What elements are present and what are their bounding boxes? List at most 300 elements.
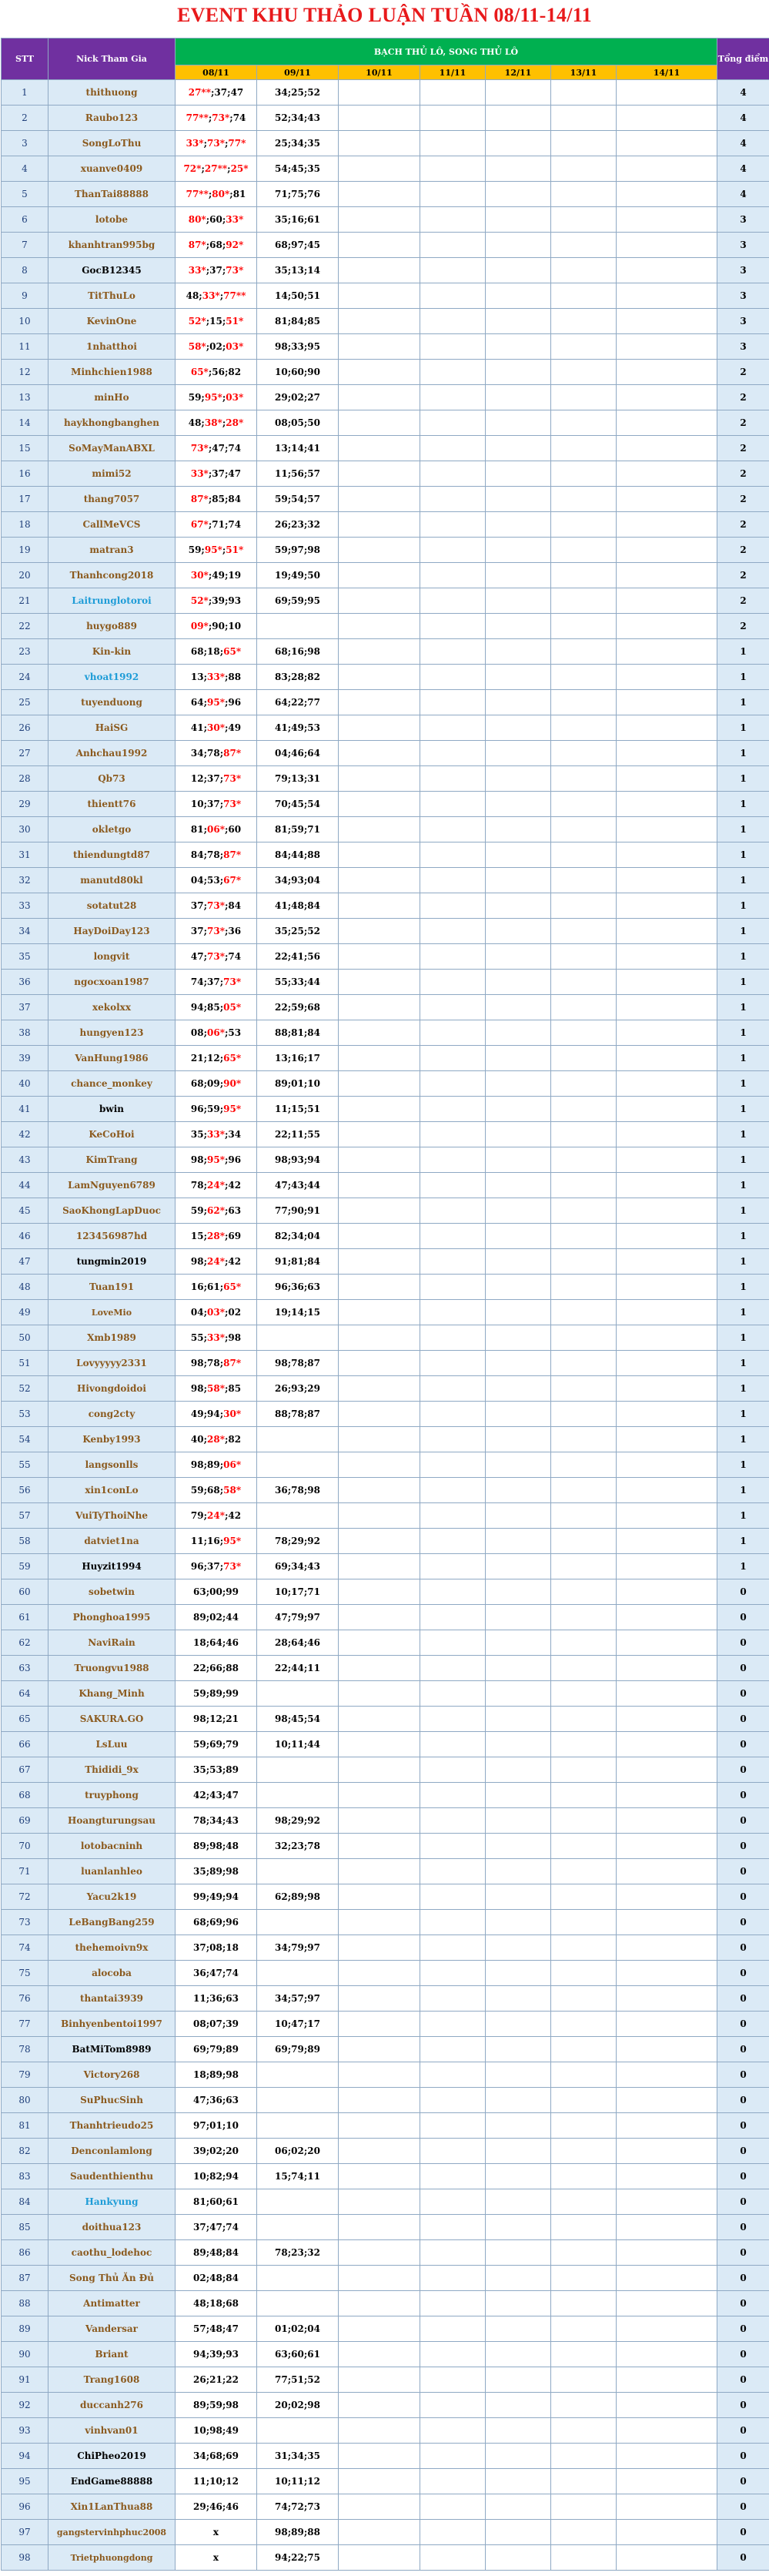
row-day-empty xyxy=(617,1402,717,1427)
row-day-empty xyxy=(551,893,617,919)
row-day-empty xyxy=(486,919,551,944)
row-day-empty xyxy=(617,842,717,868)
table-row xyxy=(2,715,769,741)
picked-number: 41 xyxy=(190,722,204,733)
row-day-empty xyxy=(420,1503,486,1529)
row-day-09-11: 22;11;55 xyxy=(257,1122,339,1147)
row-nick: Antimatter xyxy=(48,2291,176,2316)
row-day-empty xyxy=(551,258,617,283)
table-row xyxy=(2,1986,769,2012)
picked-number: 68 xyxy=(209,2450,222,2461)
row-nick: tuyenduong xyxy=(48,690,176,715)
picked-number: 67* xyxy=(190,519,209,530)
row-day-empty xyxy=(420,715,486,741)
row-total: 0 xyxy=(717,1961,769,1986)
row-day-empty xyxy=(617,970,717,995)
picked-number: 15 xyxy=(209,316,222,327)
row-day-empty xyxy=(339,1961,420,1986)
table-row xyxy=(2,1046,769,1071)
row-day-empty xyxy=(339,156,420,182)
row-day-08-11: 79;24*;42 xyxy=(176,1503,257,1529)
row-stt: 88 xyxy=(2,2291,48,2316)
row-day-09-11: 64;22;77 xyxy=(257,690,339,715)
row-day-empty xyxy=(617,1325,717,1351)
row-day-empty xyxy=(420,2113,486,2139)
row-day-empty xyxy=(339,1732,420,1757)
picked-number: 46 xyxy=(226,1637,239,1648)
row-day-08-11: 04;03*;02 xyxy=(176,1300,257,1325)
row-day-09-11: 35;16;61 xyxy=(257,207,339,233)
row-day-09-11 xyxy=(257,1427,339,1452)
row-day-empty xyxy=(551,2367,617,2393)
table-row xyxy=(2,1198,769,1224)
row-day-empty xyxy=(551,1427,617,1452)
row-day-08-11: 48;38*;28* xyxy=(176,410,257,436)
row-day-09-11: 78;29;92 xyxy=(257,1529,339,1554)
row-day-empty xyxy=(486,1707,551,1732)
row-day-empty xyxy=(617,2469,717,2494)
row-total: 2 xyxy=(717,487,769,512)
picked-number: 10 xyxy=(226,2120,239,2131)
table-row xyxy=(2,1707,769,1732)
row-day-08-11: 98;24*;42 xyxy=(176,1249,257,1275)
picked-number: 68 xyxy=(193,1917,206,1928)
row-stt: 3 xyxy=(2,131,48,156)
picked-number: 42 xyxy=(193,1790,206,1801)
picked-number: 94 xyxy=(190,1002,204,1013)
row-day-empty xyxy=(551,1351,617,1376)
row-day-08-11: 18;89;98 xyxy=(176,2062,257,2088)
row-day-empty xyxy=(486,766,551,792)
picked-number: 97 xyxy=(193,2120,206,2131)
row-day-empty xyxy=(486,1147,551,1173)
row-total: 0 xyxy=(717,2545,769,2571)
picked-number: 00 xyxy=(209,1586,222,1597)
row-day-09-11: 69;59;95 xyxy=(257,588,339,614)
picked-number: 62* xyxy=(207,1205,225,1216)
row-day-empty xyxy=(339,1757,420,1783)
row-day-empty xyxy=(617,690,717,715)
row-day-08-11: 87*;68;92* xyxy=(176,233,257,258)
picked-number: 35 xyxy=(193,1764,206,1775)
row-stt: 2 xyxy=(2,106,48,131)
picked-number: 73* xyxy=(223,976,242,987)
row-day-empty xyxy=(420,1071,486,1097)
row-nick: EndGame88888 xyxy=(48,2469,176,2494)
row-day-empty xyxy=(617,1249,717,1275)
row-day-empty xyxy=(617,1579,717,1605)
row-day-empty xyxy=(486,80,551,106)
picked-number: 89 xyxy=(226,1764,239,1775)
row-total: 4 xyxy=(717,80,769,106)
row-day-empty xyxy=(486,1757,551,1783)
picked-number: 47 xyxy=(212,443,225,454)
picked-number: 10 xyxy=(193,2171,206,2182)
row-nick: thehemoivn9x xyxy=(48,1935,176,1961)
row-day-empty xyxy=(420,2291,486,2316)
row-day-empty xyxy=(420,1351,486,1376)
table-row xyxy=(2,817,769,842)
row-day-08-11: 08;06*;53 xyxy=(176,1020,257,1046)
picked-number: 47 xyxy=(209,2222,222,2233)
row-total: 2 xyxy=(717,410,769,436)
row-nick: Truongvu1988 xyxy=(48,1656,176,1681)
row-stt: 10 xyxy=(2,309,48,334)
row-stt: 55 xyxy=(2,1452,48,1478)
row-total: 3 xyxy=(717,283,769,309)
row-total: 4 xyxy=(717,182,769,207)
picked-number: 36 xyxy=(209,2095,222,2105)
row-nick: Thanhtrieudo25 xyxy=(48,2113,176,2139)
picked-number: 11 xyxy=(193,1993,206,2004)
row-day-empty xyxy=(420,766,486,792)
row-nick: manutd80kl xyxy=(48,868,176,893)
row-day-empty xyxy=(339,1579,420,1605)
picked-number: 84 xyxy=(190,849,204,860)
row-day-empty xyxy=(617,2520,717,2545)
picked-number: 51* xyxy=(226,316,244,327)
row-total: 2 xyxy=(717,461,769,487)
row-total: 0 xyxy=(717,2037,769,2062)
picked-number: 08 xyxy=(209,1942,222,1953)
picked-number: 36 xyxy=(228,926,242,936)
row-day-empty xyxy=(551,2316,617,2342)
row-day-09-11: 98;89;88 xyxy=(257,2520,339,2545)
picked-number: 89 xyxy=(226,2044,239,2055)
row-stt: 96 xyxy=(2,2494,48,2520)
row-day-empty xyxy=(617,1910,717,1935)
row-day-empty xyxy=(617,2012,717,2037)
row-stt: 17 xyxy=(2,487,48,512)
row-day-empty xyxy=(339,563,420,588)
row-day-empty xyxy=(339,2418,420,2444)
picked-number: 13 xyxy=(190,672,204,682)
table-row xyxy=(2,995,769,1020)
table-row xyxy=(2,614,769,639)
row-stt: 82 xyxy=(2,2139,48,2164)
row-day-empty xyxy=(420,995,486,1020)
picked-number: 21 xyxy=(226,1713,239,1724)
row-nick: SAKURA.GO xyxy=(48,1707,176,1732)
row-day-08-11: 35;89;98 xyxy=(176,1859,257,1884)
picked-number: 24* xyxy=(207,1180,225,1191)
row-day-empty xyxy=(551,614,617,639)
table-row xyxy=(2,1376,769,1402)
row-total: 1 xyxy=(717,1198,769,1224)
table-row xyxy=(2,2291,769,2316)
row-nick: HayDoiDay123 xyxy=(48,919,176,944)
row-total: 0 xyxy=(717,1935,769,1961)
row-day-empty xyxy=(339,1249,420,1275)
picked-number: 33* xyxy=(226,214,244,225)
row-day-08-11: 59;68;58* xyxy=(176,1478,257,1503)
row-day-09-11: 59;54;57 xyxy=(257,487,339,512)
row-day-empty xyxy=(551,2545,617,2571)
row-total: 1 xyxy=(717,1427,769,1452)
row-day-empty xyxy=(420,2393,486,2418)
row-day-empty xyxy=(551,919,617,944)
row-day-09-11: 78;23;32 xyxy=(257,2240,339,2266)
row-day-empty xyxy=(617,131,717,156)
row-day-empty xyxy=(486,741,551,766)
row-day-empty xyxy=(486,944,551,970)
row-day-empty xyxy=(486,715,551,741)
row-day-empty xyxy=(339,970,420,995)
row-day-empty xyxy=(339,512,420,538)
row-day-09-11: 34;79;97 xyxy=(257,1935,339,1961)
row-day-empty xyxy=(339,2469,420,2494)
row-day-08-11: 68;09;90* xyxy=(176,1071,257,1097)
row-nick: Hoangturungsau xyxy=(48,1808,176,1834)
picked-number: 85 xyxy=(228,1383,242,1394)
picked-number: 98 xyxy=(226,1866,239,1877)
row-day-08-11: 63;00;99 xyxy=(176,1579,257,1605)
row-nick: SoMayManABXL xyxy=(48,436,176,461)
row-day-empty xyxy=(617,893,717,919)
row-day-empty xyxy=(339,1707,420,1732)
row-day-09-11: 83;28;82 xyxy=(257,665,339,690)
picked-number: 73* xyxy=(207,900,225,911)
row-day-08-11: 65*;56;82 xyxy=(176,360,257,385)
picked-number: 81 xyxy=(193,2196,206,2207)
row-day-empty xyxy=(617,1173,717,1198)
row-day-08-11: 98;78;87* xyxy=(176,1351,257,1376)
row-day-empty xyxy=(420,1122,486,1147)
row-day-empty xyxy=(420,1224,486,1249)
row-day-empty xyxy=(551,80,617,106)
row-day-09-11: 98;33;95 xyxy=(257,334,339,360)
row-day-empty xyxy=(617,665,717,690)
row-day-empty xyxy=(339,1020,420,1046)
table-row xyxy=(2,1122,769,1147)
row-total: 2 xyxy=(717,563,769,588)
row-day-empty xyxy=(339,2189,420,2215)
picked-number: 95* xyxy=(223,1104,242,1114)
row-day-empty xyxy=(486,1986,551,2012)
row-day-empty xyxy=(420,868,486,893)
row-day-empty xyxy=(420,1300,486,1325)
row-nick: KimTrang xyxy=(48,1147,176,1173)
row-nick: duccanh276 xyxy=(48,2393,176,2418)
row-day-09-11: 68;16;98 xyxy=(257,639,339,665)
table-row xyxy=(2,1503,769,1529)
row-day-empty xyxy=(420,1554,486,1579)
row-day-empty xyxy=(486,817,551,842)
row-day-08-11: 11;36;63 xyxy=(176,1986,257,2012)
row-day-empty xyxy=(551,2164,617,2189)
row-nick: Song Thủ Ăn Đủ xyxy=(48,2266,176,2291)
row-day-empty xyxy=(617,1046,717,1071)
row-day-empty xyxy=(420,2367,486,2393)
picked-number: 47 xyxy=(230,87,244,98)
picked-number: 64 xyxy=(190,697,204,708)
row-day-empty xyxy=(339,1275,420,1300)
row-nick: GocB12345 xyxy=(48,258,176,283)
picked-number: 52* xyxy=(190,595,209,606)
picked-number: 78 xyxy=(193,1815,206,1826)
picked-number: 81 xyxy=(190,824,204,835)
row-day-empty xyxy=(617,1732,717,1757)
row-nick: haykhongbanghen xyxy=(48,410,176,436)
picked-number: 37 xyxy=(193,2222,206,2233)
row-day-empty xyxy=(486,2342,551,2367)
row-nick: BatMiTom8989 xyxy=(48,2037,176,2062)
row-nick: VanHung1986 xyxy=(48,1046,176,1071)
table-row xyxy=(2,2088,769,2113)
row-stt: 18 xyxy=(2,512,48,538)
table-row xyxy=(2,360,769,385)
table-row xyxy=(2,1859,769,1884)
row-day-empty xyxy=(420,1605,486,1630)
row-nick: Saudenthienthu xyxy=(48,2164,176,2189)
row-nick: Hivongdoidoi xyxy=(48,1376,176,1402)
row-day-empty xyxy=(420,2189,486,2215)
row-day-empty xyxy=(617,436,717,461)
row-day-empty xyxy=(420,1249,486,1275)
row-day-empty xyxy=(486,2164,551,2189)
picked-number: 30* xyxy=(223,1409,242,1419)
row-day-empty xyxy=(551,2189,617,2215)
table-row xyxy=(2,1300,769,1325)
row-day-empty xyxy=(486,1198,551,1224)
picked-number: 98 xyxy=(209,1841,222,1851)
picked-number: 06* xyxy=(207,1027,225,1038)
row-day-empty xyxy=(339,2393,420,2418)
picked-number: 73* xyxy=(207,926,225,936)
row-day-empty xyxy=(617,2342,717,2367)
row-day-09-11: 15;74;11 xyxy=(257,2164,339,2189)
table-row xyxy=(2,538,769,563)
row-day-empty xyxy=(420,842,486,868)
row-day-empty xyxy=(551,385,617,410)
row-day-empty xyxy=(551,1884,617,1910)
picked-number: 63 xyxy=(226,2095,239,2105)
row-day-empty xyxy=(551,283,617,309)
picked-number: 49 xyxy=(228,722,242,733)
row-total: 2 xyxy=(717,588,769,614)
row-nick: Laitrunglotoroi xyxy=(48,588,176,614)
picked-number: 44 xyxy=(226,1612,239,1623)
row-day-empty xyxy=(420,2037,486,2062)
row-day-08-11: 21;12;65* xyxy=(176,1046,257,1071)
row-day-09-11: 55;33;44 xyxy=(257,970,339,995)
row-nick: mimi52 xyxy=(48,461,176,487)
picked-number: 27** xyxy=(188,87,211,98)
row-day-empty xyxy=(339,690,420,715)
picked-number: 53 xyxy=(209,1764,222,1775)
row-day-empty xyxy=(551,2037,617,2062)
row-stt: 34 xyxy=(2,919,48,944)
row-day-empty xyxy=(617,1452,717,1478)
row-stt: 86 xyxy=(2,2240,48,2266)
row-nick: chance_monkey xyxy=(48,1071,176,1097)
row-day-empty xyxy=(551,1275,617,1300)
header-date: 14/11 xyxy=(617,65,717,80)
table-row xyxy=(2,258,769,283)
picked-number: 10 xyxy=(228,621,242,631)
row-day-empty xyxy=(420,944,486,970)
row-day-08-11: 98;89;06* xyxy=(176,1452,257,1478)
row-day-empty xyxy=(551,1020,617,1046)
picked-number: 24* xyxy=(207,1510,225,1521)
row-day-empty xyxy=(617,1757,717,1783)
row-day-empty xyxy=(339,665,420,690)
table-row xyxy=(2,842,769,868)
row-total: 0 xyxy=(717,2088,769,2113)
row-day-08-11: 12;37;73* xyxy=(176,766,257,792)
row-nick: Kin-kin xyxy=(48,639,176,665)
row-day-empty xyxy=(486,2062,551,2088)
picked-number: 98 xyxy=(226,2069,239,2080)
row-nick: Minhchien1988 xyxy=(48,360,176,385)
row-day-08-11: 96;37;73* xyxy=(176,1554,257,1579)
row-nick: Xmb1989 xyxy=(48,1325,176,1351)
table-row xyxy=(2,1402,769,1427)
row-day-08-11: 48;33*;77** xyxy=(176,283,257,309)
row-stt: 15 xyxy=(2,436,48,461)
row-day-empty xyxy=(486,1122,551,1147)
row-day-08-11: 37;73*;84 xyxy=(176,893,257,919)
row-day-empty xyxy=(617,182,717,207)
row-stt: 37 xyxy=(2,995,48,1020)
row-nick: ThanTai88888 xyxy=(48,182,176,207)
picked-number: 03* xyxy=(226,341,244,352)
table-row xyxy=(2,792,769,817)
row-day-empty xyxy=(617,410,717,436)
row-nick: Raubo123 xyxy=(48,106,176,131)
row-total: 1 xyxy=(717,893,769,919)
row-total: 1 xyxy=(717,1071,769,1097)
row-day-08-11: 30*;49;19 xyxy=(176,563,257,588)
row-day-empty xyxy=(420,1732,486,1757)
row-day-empty xyxy=(339,258,420,283)
row-day-empty xyxy=(339,1351,420,1376)
row-day-08-11: 69;79;89 xyxy=(176,2037,257,2062)
row-stt: 31 xyxy=(2,842,48,868)
row-nick: gangstervinhphuc2008 xyxy=(48,2520,176,2545)
row-day-empty xyxy=(339,1859,420,1884)
picked-number: 59 xyxy=(193,1688,206,1699)
picked-number: 74 xyxy=(228,519,242,530)
picked-number: 12 xyxy=(226,2476,239,2487)
table-row xyxy=(2,1351,769,1376)
row-day-empty xyxy=(486,283,551,309)
row-stt: 68 xyxy=(2,1783,48,1808)
row-day-empty xyxy=(420,1147,486,1173)
row-stt: 28 xyxy=(2,766,48,792)
row-day-empty xyxy=(486,2316,551,2342)
row-nick: sobetwin xyxy=(48,1579,176,1605)
row-day-empty xyxy=(339,1376,420,1402)
row-day-empty xyxy=(551,2266,617,2291)
row-day-08-11: 89;48;84 xyxy=(176,2240,257,2266)
header-date: 10/11 xyxy=(339,65,420,80)
table-row xyxy=(2,2367,769,2393)
row-day-empty xyxy=(486,1046,551,1071)
table-row xyxy=(2,1097,769,1122)
row-day-08-11: 04;53;67* xyxy=(176,868,257,893)
row-day-empty xyxy=(339,2113,420,2139)
row-day-empty xyxy=(617,1071,717,1097)
table-row xyxy=(2,1884,769,1910)
row-stt: 95 xyxy=(2,2469,48,2494)
row-stt: 8 xyxy=(2,258,48,283)
picked-number: 73* xyxy=(207,138,225,149)
row-day-empty xyxy=(339,2088,420,2113)
picked-number: 74 xyxy=(226,2222,239,2233)
row-day-09-11: 91;81;84 xyxy=(257,1249,339,1275)
picked-number: 85 xyxy=(207,1002,220,1013)
